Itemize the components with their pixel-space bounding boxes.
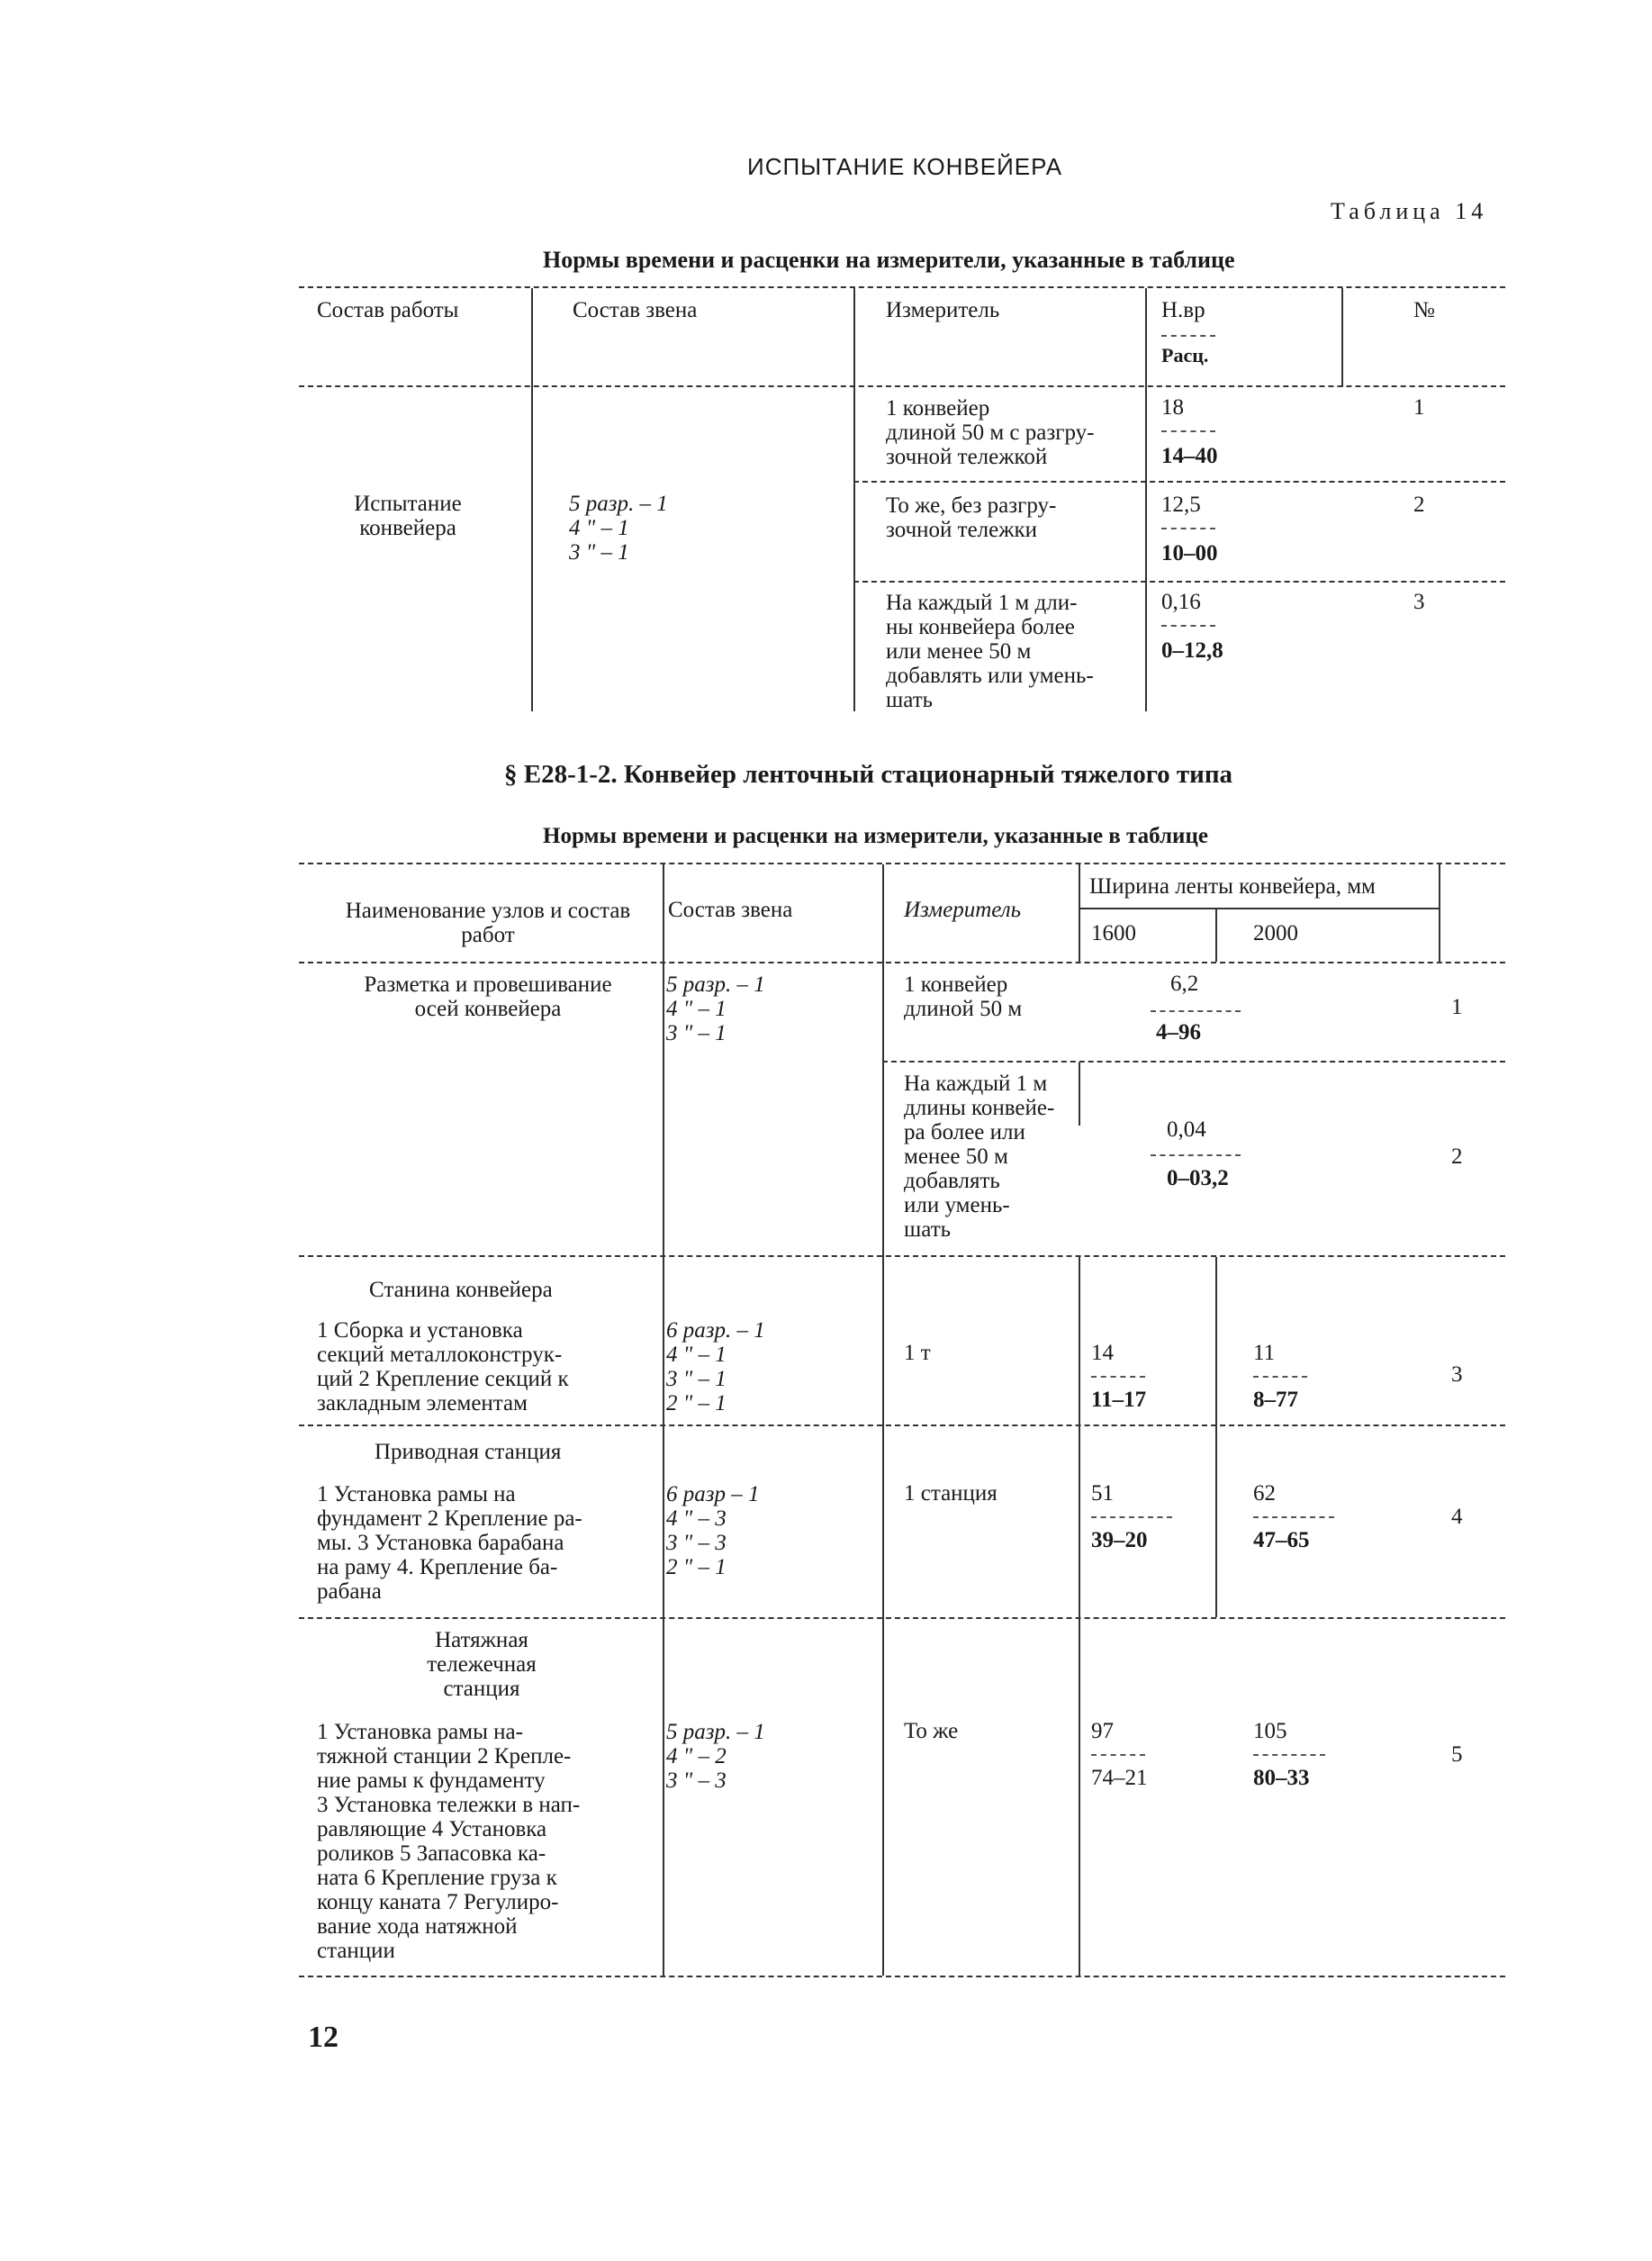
t1-row1-num: 1 <box>1413 395 1425 420</box>
t2-head-crew: Состав звена <box>668 898 793 922</box>
t1-head-nvr: Н.вр <box>1161 298 1205 322</box>
t2-col-sep-5-head <box>1439 864 1440 963</box>
t2-r3-n2: 11 <box>1253 1341 1276 1365</box>
t2-r2-frac <box>1151 1154 1241 1156</box>
t2-col-sep-3-mid <box>1079 1063 1080 1126</box>
table2-caption: Нормы времени и расценки на измерители, указанные в таблице <box>543 824 1208 848</box>
t2-r1-num: 1 <box>1451 995 1463 1019</box>
table1-col-sep-1 <box>531 288 533 711</box>
t2-r1-crew: 5 разр. – 1 4 " – 1 3 " – 1 <box>666 972 765 1045</box>
t1-row2-frac <box>1161 528 1215 529</box>
t2-r1-nvr: 6,2 <box>1170 972 1199 996</box>
t2-r5-title: Натяжная тележечная станция <box>427 1628 537 1701</box>
t1-row1-rate: 14–40 <box>1161 444 1218 468</box>
t2-row4-rule <box>299 1617 1505 1619</box>
t2-r5-r2: 80–33 <box>1253 1766 1310 1790</box>
t1-row3-num: 3 <box>1413 590 1425 614</box>
t1-row2-nvr: 12,5 <box>1161 493 1201 517</box>
t2-col-sep-4-body <box>1215 1257 1217 1617</box>
t2-col-sep-2 <box>882 864 884 1976</box>
t1-crew: 5 разр. – 1 4 " – 1 3 " – 1 <box>569 492 668 565</box>
t2-r2-num: 2 <box>1451 1144 1463 1169</box>
table1-col-sep-4 <box>1341 288 1343 387</box>
table1-caption: Нормы времени и расценки на измерители, указанные в таблице <box>543 247 1235 273</box>
t2-col-sep-3-body <box>1079 1257 1080 1976</box>
table1-row-rule-1 <box>853 481 1505 483</box>
t2-r2-nvr: 0,04 <box>1167 1117 1206 1142</box>
t2-r3-r2: 8–77 <box>1253 1388 1298 1412</box>
t2-r5-crew: 5 разр. – 1 4 " – 2 3 " – 3 <box>666 1720 765 1793</box>
t1-row3-nvr: 0,16 <box>1161 590 1201 614</box>
table1-top-rule <box>299 286 1505 288</box>
t2-r5-frac2 <box>1253 1754 1325 1756</box>
t2-width-rule <box>1079 908 1439 909</box>
t1-row1-meter: 1 конвейер длиной 50 м с разгру- зочной тележкой <box>886 396 1095 469</box>
t2-r3-r1: 11–17 <box>1091 1388 1147 1412</box>
t2-r5-desc: 1 Установка рамы на- тяжной станции 2 Крепле- ние рамы к фундаменту 3 Установка тележки в нап- равляющие 4 Установка роликов 5 Запасовка ка- ната 6 Крепление груза к концу каната 7 Регулиро- вание хода натяжной станции <box>317 1720 581 1963</box>
t2-r3-desc: 1 Сборка и установка секций металлоконструк- ций 2 Крепление секций к закладным элементам <box>317 1318 569 1415</box>
t2-head-name: Наименование узлов и состав работ <box>345 899 631 947</box>
t2-r4-frac1 <box>1091 1516 1172 1518</box>
section2-heading: § Е28-1-2. Конвейер ленточный стационарный тяжелого типа <box>504 760 1233 789</box>
t2-r4-crew: 6 разр – 1 4 " – 3 3 " – 3 2 " – 1 <box>666 1482 760 1579</box>
t2-row1-rule <box>882 1061 1505 1063</box>
table1-head-rule <box>299 385 1505 387</box>
t2-head-meter: Измеритель <box>904 898 1022 922</box>
t2-col-sep-4-head <box>1215 909 1217 962</box>
t1-row3-rate: 0–12,8 <box>1161 638 1223 663</box>
t2-r5-frac1 <box>1091 1754 1145 1756</box>
t2-r4-desc: 1 Установка рамы на фундамент 2 Крепление ра- мы. 3 Установка барабана на раму 4. Крепление ба- рабана <box>317 1482 582 1604</box>
t2-row3-rule <box>299 1424 1505 1426</box>
t2-r3-n1: 14 <box>1091 1341 1114 1365</box>
t1-head-crew: Состав звена <box>573 298 698 322</box>
t2-r2-rate: 0–03,2 <box>1167 1166 1229 1190</box>
table-label: Таблица 14 <box>1331 198 1488 224</box>
t1-head-num: № <box>1413 298 1435 322</box>
t2-r5-num: 5 <box>1451 1742 1463 1767</box>
t2-r4-n2: 62 <box>1253 1481 1276 1506</box>
t1-head-meter: Измеритель <box>886 298 1000 322</box>
t1-row3-frac <box>1161 625 1215 627</box>
t1-head-work: Состав работы <box>317 298 459 322</box>
t1-head-frac <box>1161 335 1215 337</box>
t1-row1-frac <box>1161 430 1215 432</box>
t1-row1-nvr: 18 <box>1161 395 1184 420</box>
t2-r3-frac1 <box>1091 1376 1145 1378</box>
t2-head-w1: 1600 <box>1091 921 1136 945</box>
t2-r3-crew: 6 разр. – 1 4 " – 1 3 " – 1 2 " – 1 <box>666 1318 765 1415</box>
table1-col-sep-3 <box>1145 288 1147 711</box>
t2-head-w2: 2000 <box>1253 921 1298 945</box>
section-title: ИСПЫТАНИЕ КОНВЕЙЕРА <box>747 153 1063 180</box>
t2-r3-num: 3 <box>1451 1362 1463 1387</box>
t2-head-rule <box>299 962 1505 963</box>
t2-r5-n2: 105 <box>1253 1719 1287 1743</box>
t2-bottom-rule <box>299 1976 1505 1977</box>
t2-r4-meter: 1 станция <box>904 1481 998 1506</box>
t2-r5-r1: 74–21 <box>1091 1766 1148 1790</box>
t2-r3-title: Станина конвейера <box>369 1278 553 1302</box>
t1-row3-meter: На каждый 1 м дли- ны конвейера более или менее 50 м добавлять или умень- шать <box>886 591 1094 712</box>
t2-r4-r2: 47–65 <box>1253 1528 1310 1552</box>
t2-top-rule <box>299 863 1505 864</box>
t2-r3-meter: 1 т <box>904 1341 931 1365</box>
t2-r4-num: 4 <box>1451 1505 1463 1529</box>
t2-r5-n1: 97 <box>1091 1719 1114 1743</box>
t2-r5-meter: То же <box>904 1719 959 1743</box>
t2-r4-n1: 51 <box>1091 1481 1114 1506</box>
t2-r4-frac2 <box>1253 1516 1334 1518</box>
t2-r2-meter: На каждый 1 м длины конвейе- ра более или менее 50 м добавлять или умень- шать <box>904 1072 1055 1242</box>
t1-row2-rate: 10–00 <box>1161 541 1218 565</box>
t2-r1-meter: 1 конвейер длиной 50 м <box>904 972 1023 1021</box>
t2-r1-name: Разметка и провешивание осей конвейера <box>364 972 612 1021</box>
t1-row2-meter: То же, без разгру- зочной тележки <box>886 493 1057 542</box>
t2-col-sep-3-head <box>1079 864 1080 963</box>
t2-r4-r1: 39–20 <box>1091 1528 1148 1552</box>
t2-r1-frac <box>1151 1010 1241 1012</box>
t2-r4-title: Приводная станция <box>375 1440 562 1464</box>
t2-head-width: Ширина ленты конвейера, мм <box>1089 874 1376 899</box>
t1-head-rate: Расц. <box>1161 344 1209 366</box>
t2-r1-rate: 4–96 <box>1156 1020 1201 1045</box>
t2-row2-rule <box>299 1255 1505 1257</box>
t1-row2-num: 2 <box>1413 493 1425 517</box>
page-number: 12 <box>308 2021 339 2054</box>
t2-r3-frac2 <box>1253 1376 1307 1378</box>
table1-col-sep-2 <box>853 288 855 711</box>
t1-work: Испытание конвейера <box>354 492 462 540</box>
t2-col-sep-1 <box>663 864 664 1976</box>
table1-row-rule-2 <box>853 581 1505 583</box>
